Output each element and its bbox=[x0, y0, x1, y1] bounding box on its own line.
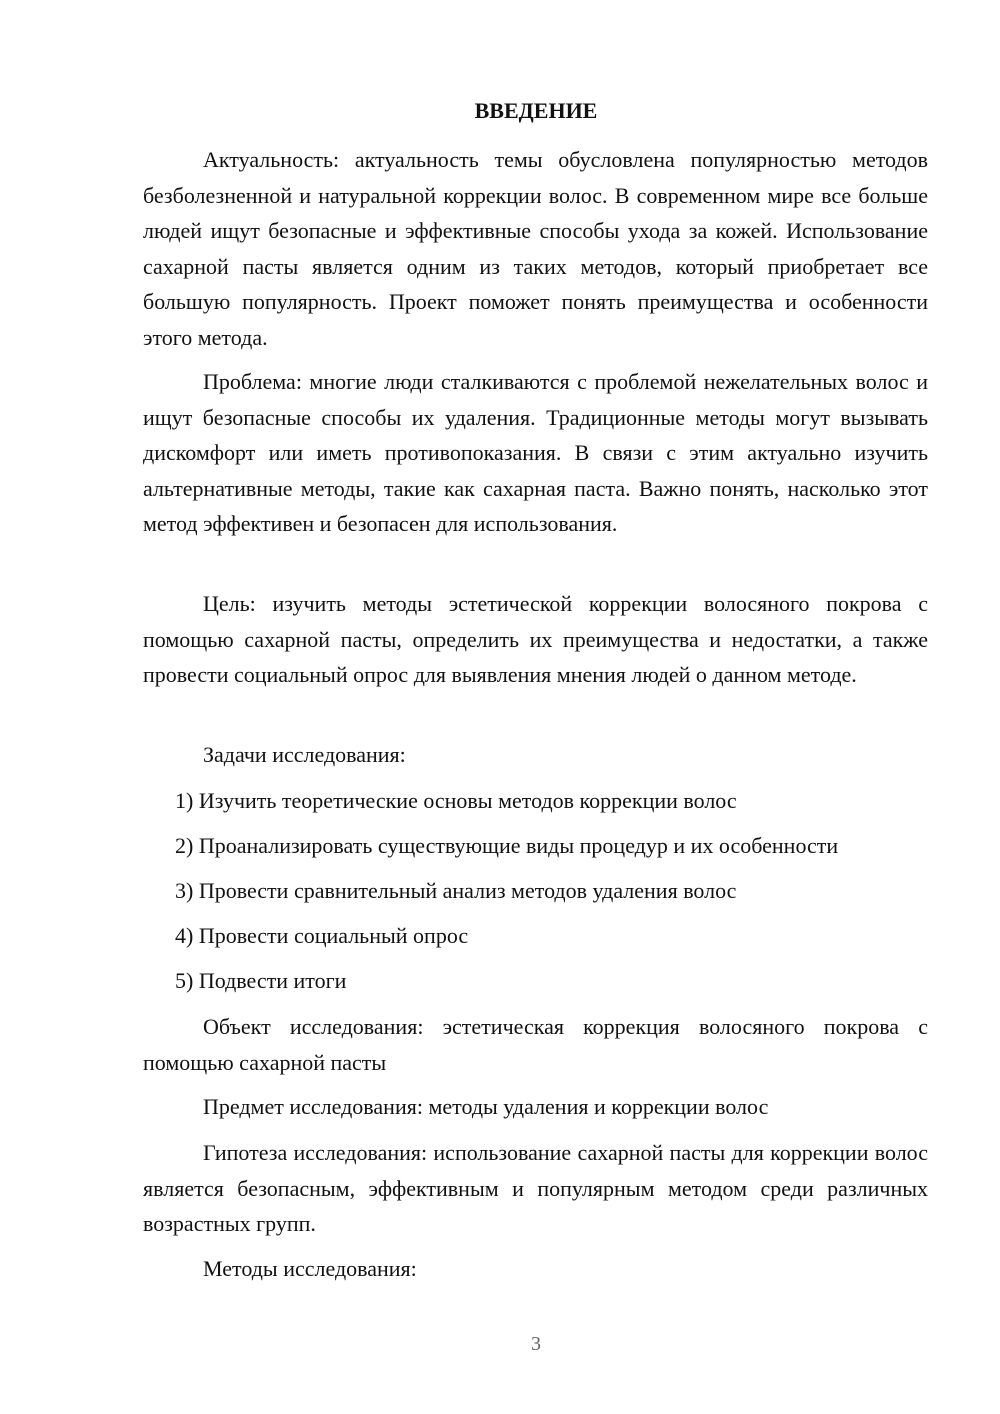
task-item: 5) Подвести итоги bbox=[175, 968, 347, 993]
paragraph-goal: Цель: изучить методы эстетической коррекции волосяного покрова с помощью сахарной пасты, определить их преимущества и недостатки, а также провести социальный опрос для выявления мнения людей о данном методе. bbox=[143, 591, 928, 687]
page-number: 3 bbox=[531, 1333, 541, 1355]
paragraph-relevance: Актуальность: актуальность темы обусловлена популярностью методов безболезненной и натуральной коррекции волос. В современном мире все больше людей ищут безопасные и эффективные способы ухода за кожей. Использование сахарной пасты является одним из таких методов, который приобретает все большую популярность. Проект поможет понять преимущества и особенности этого метода. bbox=[143, 147, 928, 350]
task-item: 3) Провести сравнительный анализ методов удаления волос bbox=[175, 878, 737, 903]
section-heading: ВВЕДЕНИЕ bbox=[474, 98, 598, 123]
task-item: 1) Изучить теоретические основы методов коррекции волос bbox=[175, 788, 737, 813]
task-item: 4) Провести социальный опрос bbox=[175, 923, 469, 948]
task-item: 2) Проанализировать существующие виды процедур и их особенности bbox=[175, 833, 839, 858]
methods-title: Методы исследования: bbox=[203, 1256, 417, 1281]
paragraph-hypothesis: Гипотеза исследования: использование сахарной пасты для коррекции волос является безопасным, эффективным и популярным методом среди различных возрастных групп. bbox=[143, 1140, 928, 1236]
paragraph-object: Объект исследования: эстетическая коррекция волосяного покрова с помощью сахарной пасты bbox=[143, 1014, 928, 1075]
paragraph-subject: Предмет исследования: методы удаления и коррекции волос bbox=[203, 1094, 769, 1119]
tasks-title: Задачи исследования: bbox=[203, 742, 406, 767]
paragraph-problem: Проблема: многие люди сталкиваются с проблемой нежелательных волос и ищут безопасные способы их удаления. Традиционные методы могут вызывать дискомфорт или иметь противопоказания. В связи с этим актуально изучить альтернативные методы, такие как сахарная паста. Важно понять, насколько этот метод эффективен и безопасен для использования. bbox=[143, 369, 928, 536]
